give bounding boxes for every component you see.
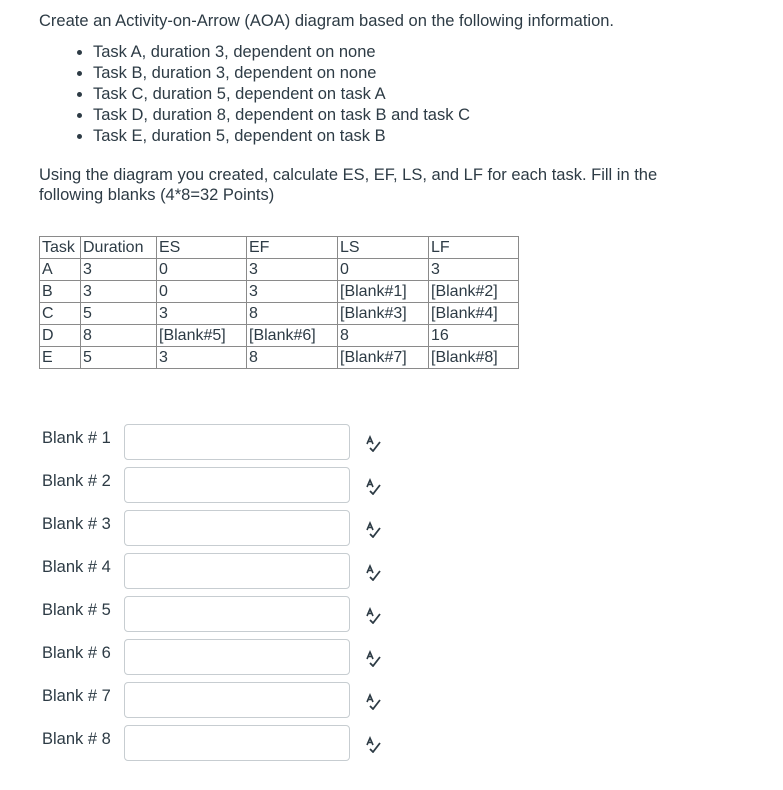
table-cell: 8 (247, 303, 338, 325)
blank-6-input[interactable] (124, 639, 350, 675)
blank-2-input[interactable] (124, 467, 350, 503)
schedule-table (39, 236, 519, 369)
question-prompt: Create an Activity-on-Arrow (AOA) diagram based on the following information. (39, 12, 615, 30)
question-body (39, 10, 759, 205)
header-cell: LS (338, 237, 429, 259)
table-cell: 3 (81, 259, 157, 281)
blank-row-3 (42, 510, 422, 550)
blank-label: Blank # 8 (42, 730, 111, 748)
blank-row-2 (42, 467, 422, 507)
blank-row-5 (42, 596, 422, 636)
task-item: • Task C, duration 5, dependent on task A (93, 84, 759, 105)
table-cell: 0 (157, 259, 247, 281)
table-cell: 3 (81, 281, 157, 303)
table-row (40, 281, 519, 303)
table-cell: [Blank#2] (429, 281, 519, 303)
table-header-row (40, 237, 519, 259)
blank-row-8 (42, 725, 422, 765)
spellcheck-icon[interactable] (364, 563, 382, 581)
table-cell: A (40, 259, 81, 281)
task-item: • Task A, duration 3, dependent on none (93, 42, 759, 63)
blank-4-input[interactable] (124, 553, 350, 589)
task-item: • Task D, duration 8, dependent on task B and task C (93, 105, 759, 126)
blank-1-input[interactable] (124, 424, 350, 460)
table-cell: C (40, 303, 81, 325)
blank-label: Blank # 6 (42, 644, 111, 662)
question-instruction: Using the diagram you created, calculate ES, EF, LS, and LF for each task. Fill in the following blanks (4*8=32 Points) (39, 166, 658, 204)
blank-row-1 (42, 424, 422, 464)
header-cell: ES (157, 237, 247, 259)
blank-label: Blank # 2 (42, 472, 111, 490)
table-cell: 5 (81, 303, 157, 325)
blank-row-6 (42, 639, 422, 679)
table-cell: 5 (81, 347, 157, 369)
header-cell: Duration (81, 237, 157, 259)
table-cell: 3 (247, 259, 338, 281)
spellcheck-icon[interactable] (364, 434, 382, 452)
table-row (40, 259, 519, 281)
table-cell: [Blank#1] (338, 281, 429, 303)
header-cell: EF (247, 237, 338, 259)
blank-label: Blank # 1 (42, 429, 111, 447)
table-cell: 0 (338, 259, 429, 281)
table-cell: E (40, 347, 81, 369)
table-cell: 3 (157, 347, 247, 369)
table-cell: D (40, 325, 81, 347)
table-cell: B (40, 281, 81, 303)
table-cell: [Blank#5] (157, 325, 247, 347)
spellcheck-icon[interactable] (364, 735, 382, 753)
header-cell: Task (40, 237, 81, 259)
blank-label: Blank # 4 (42, 558, 111, 576)
blank-5-input[interactable] (124, 596, 350, 632)
spellcheck-icon[interactable] (364, 692, 382, 710)
table-cell: 3 (157, 303, 247, 325)
blank-label: Blank # 7 (42, 687, 111, 705)
blank-row-7 (42, 682, 422, 722)
table-cell: 3 (429, 259, 519, 281)
table-cell: 16 (429, 325, 519, 347)
blank-8-input[interactable] (124, 725, 350, 761)
table-cell: 8 (338, 325, 429, 347)
task-item: • Task B, duration 3, dependent on none (93, 63, 759, 84)
task-list (39, 42, 759, 147)
blank-label: Blank # 5 (42, 601, 111, 619)
table-cell: 0 (157, 281, 247, 303)
task-item: • Task E, duration 5, dependent on task B (93, 126, 759, 147)
table-cell: [Blank#8] (429, 347, 519, 369)
table-cell: 3 (247, 281, 338, 303)
table-row (40, 303, 519, 325)
table-cell: 8 (81, 325, 157, 347)
blank-7-input[interactable] (124, 682, 350, 718)
table-cell: [Blank#4] (429, 303, 519, 325)
table-cell: 8 (247, 347, 338, 369)
spellcheck-icon[interactable] (364, 606, 382, 624)
table-row (40, 325, 519, 347)
blank-row-4 (42, 553, 422, 593)
header-cell: LF (429, 237, 519, 259)
table-cell: [Blank#6] (247, 325, 338, 347)
spellcheck-icon[interactable] (364, 520, 382, 538)
blank-label: Blank # 3 (42, 515, 111, 533)
spellcheck-icon[interactable] (364, 477, 382, 495)
blank-3-input[interactable] (124, 510, 350, 546)
spellcheck-icon[interactable] (364, 649, 382, 667)
table-cell: [Blank#3] (338, 303, 429, 325)
table-row (40, 347, 519, 369)
table-cell: [Blank#7] (338, 347, 429, 369)
